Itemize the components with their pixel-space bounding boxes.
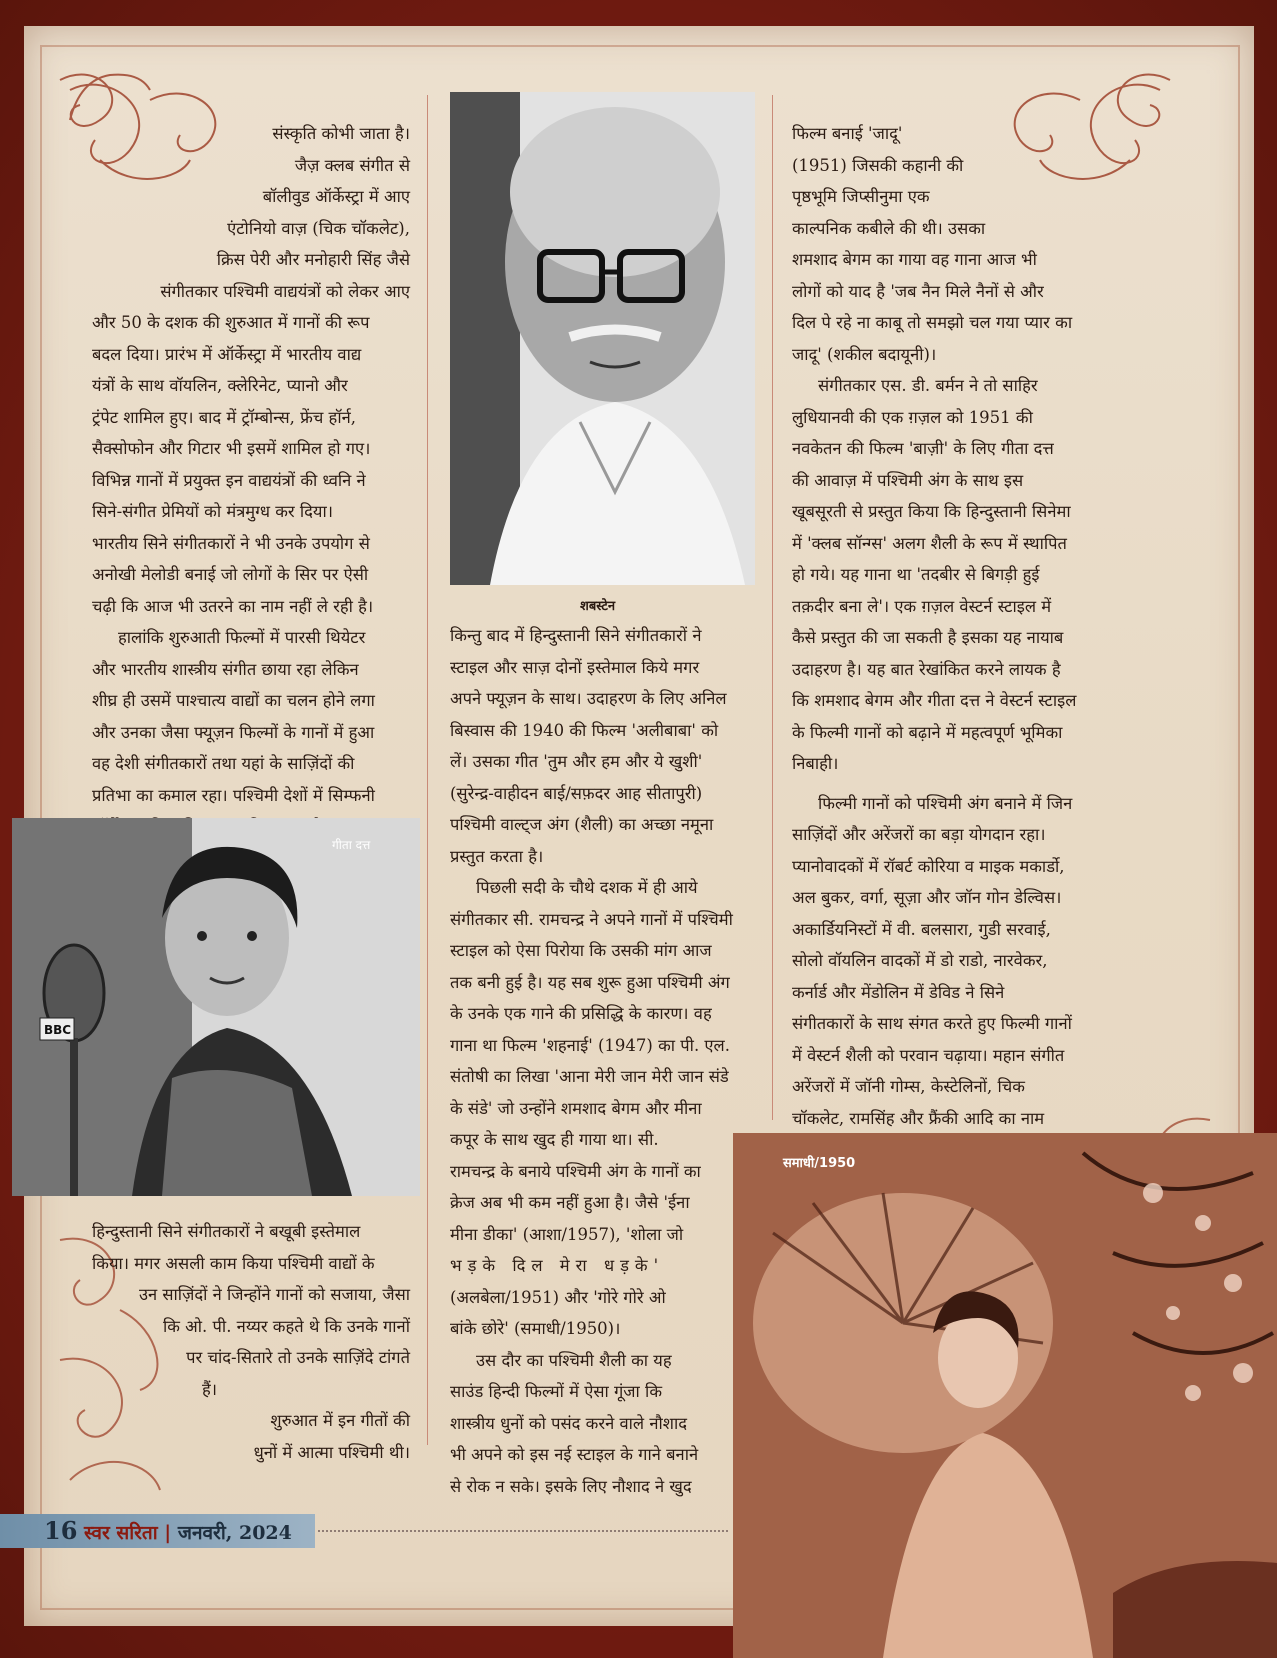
text-line: के संडे' जो उन्होंने शमशाद बेगम और मीना [450,1098,702,1118]
text-line: पृष्ठभूमि जिप्सीनुमा एक [792,187,930,206]
middle-column [450,620,755,1502]
geeta-dutt-portrait-illustration [12,818,420,1196]
shabastain-caption: शबस्टेन [580,599,616,614]
magazine-name: स्वर सरिता [84,1522,158,1544]
samadhi-caption: समाधी/1950 [783,1156,856,1171]
shabastain-photo [450,92,755,585]
text-line: (1951) जिसकी कहानी की [792,155,964,175]
text-line: एंटोनियो वाज़ (चिक चॉकलेट), [227,218,410,238]
text-line: चॉकलेट, रामसिंह और फ्रैंकी आदि का नाम [792,1108,1045,1128]
text-line: धुनों में आत्मा पश्चिमी थी। [253,1442,410,1462]
text-line: काल्पनिक कबीले की थी। उसका [792,218,986,238]
text-line: नवकेतन की फिल्म 'बाज़ी' के लिए गीता दत्त [792,439,1054,458]
samadhi-still-illustration [733,1133,1277,1658]
text-line: सिने-संगीत प्रेमियों को मंत्रमुग्ध कर दिया। [92,502,334,521]
text-line: शीघ्र ही उसमें पाश्चात्य वाद्यों का चलन होने लगा [92,691,375,710]
text-line: लुधियानवी की एक ग़ज़ल को 1951 की [792,407,1033,427]
text-line: अपने फ्यूज़न के साथ। उदाहरण के लिए अनिल [450,689,727,708]
text-line: (सुरेन्द्र-वाहीदन बाई/सफ़दर आह सीतापुरी) [450,783,703,803]
text-line: बांके छोरे' (समाधी/1950)। [450,1319,621,1338]
text-line: स्टाइल को ऐसा पिरोया कि उसकी मांग आज [450,941,712,960]
text-line: किन्तु बाद में हिन्दुस्तानी सिने संगीतकारों ने [450,626,702,645]
text-line: जादू' (शकील बदायूनी)। [792,344,937,364]
text-line: से रोक न सके। इसके लिए नौशाद ने खुद [450,1476,692,1496]
geeta-dutt-photo [12,818,420,1196]
text-line: भारतीय सिने संगीतकारों ने भी उनके उपयोग से [92,533,370,553]
text-line: साज़िंदों और अरेंजरों का बड़ा योगदान रहा। [792,825,1046,844]
text-line: और भारतीय शास्त्रीय संगीत छाया रहा लेकिन [92,659,359,679]
text-line: लें। उसका गीत 'तुम और हम और ये खुशी' [450,752,703,771]
text-line: के उनके एक गाने की प्रसिद्धि के कारण। वह [450,1004,712,1023]
text-line: (अलबेला/1951) और 'गोरे गोरे ओ [450,1287,666,1307]
text-line: तक बनी हुई है। यह सब शुरू हुआ पश्चिमी अंग [450,972,730,992]
shabastain-portrait-illustration [450,92,755,585]
text-line: शास्त्रीय धुनों को पसंद करने वाले नौशाद [450,1413,688,1433]
text-line: अरेंजरों में जॉनी गोम्स, केस्टेलिनों, चिक [792,1077,1025,1096]
text-line: सैक्सोफोन और गिटार भी इसमें शामिल हो गए। [92,439,371,458]
text-line: शुरुआत में इन गीतों की [270,1411,410,1430]
text-line: भड़के दिल मेरा धड़के' [450,1256,665,1275]
text-line: अल बुकर, वर्गा, सूज़ा और जॉन गोन डेल्विस। [792,888,1062,907]
text-line: हो गये। यह गाना था 'तदबीर से बिगड़ी हुई [792,565,1040,584]
text-line: फिल्मी गानों को पश्चिमी अंग बनाने में जिन [818,793,1073,813]
text-line: प्रस्तुत करता है। [450,846,544,866]
text-line: पिछली सदी के चौथे दशक में ही आये [476,878,698,897]
text-line: बदल दिया। प्रारंभ में ऑर्केस्ट्रा में भारतीय वाद्य [92,344,362,364]
text-line: प्यानोवादकों में रॉबर्ट कोरिया व माइक मकार्डो, [792,856,1065,876]
text-line: में वेस्टर्न शैली को परवान चढ़ाया। महान संगीत [792,1045,1065,1065]
column-divider-left [427,95,428,1445]
text-line: उदाहरण है। यह बात रेखांकित करने लायक है [792,659,1061,679]
text-line: संगीतकार एस. डी. बर्मन ने तो साहिर [818,376,1038,395]
text-line: संगीतकारों के साथ संगत करते हुए फिल्मी गानों [792,1014,1072,1033]
text-line: बिस्वास की 1940 की फिल्म 'अलीबाबा' को [450,720,719,740]
text-line: कर्नार्ड और मेंडोलिन में डेविड ने सिने [792,982,1005,1002]
text-line: और 50 के दशक की शुरुआत में गानों की रूप [92,313,370,332]
page-number: 16 [44,1516,78,1545]
text-line: दिल पे रहे ना काबू तो समझो चल गया प्यार का [792,313,1073,332]
text-line: संगीतकार पश्चिमी वाद्ययंत्रों को लेकर आए [160,281,410,301]
text-line: क्रेज अब भी कम नहीं हुआ है। जैसे 'ईना [450,1193,690,1212]
issue-date: जनवरी, 2024 [177,1522,292,1544]
text-line: साउंड हिन्दी फिल्मों में ऐसा गूंजा कि [450,1382,662,1401]
text-line: विभिन्न गानों में प्रयुक्त इन वाद्ययंत्रों की ध्वनि ने [92,470,366,490]
text-line: उस दौर का पश्चिमी शैली का यह [476,1350,672,1370]
text-line: संगीतकार सी. रामचन्द्र ने अपने गानों में पश्चिमी [450,909,733,929]
text-line: खूबसूरती से प्रस्तुत किया कि हिन्दुस्तानी सिनेमा [792,502,1071,521]
text-line: लोगों को याद है 'जब नैन मिले नैनों से और [792,281,1044,301]
text-line: में 'क्लब सॉन्ग्स' अलग शैली के रूप में स्थापित [792,533,1067,553]
text-line: शमशाद बेगम का गाया वह गाना आज भी [792,250,1037,269]
text-line: कपूर के साथ खुद ही गाया था। सी. [450,1130,659,1149]
geeta-dutt-caption: गीता दत्त [332,838,371,852]
text-line: बॉलीवुड ऑर्केस्ट्रा में आए [262,187,410,206]
right-column [792,118,1110,1166]
text-line: कि ओ. पी. नय्यर कहते थे कि उनके गानों [162,1316,410,1336]
text-line: क्रिस पेरी और मनोहारी सिंह जैसे [216,250,410,269]
text-line: कि शमशाद बेगम और गीता दत्त ने वेस्टर्न स्टाइल [792,691,1077,710]
text-line: हिन्दुस्तानी सिने संगीतकारों ने बखूबी इस्तेमाल [92,1222,361,1241]
text-line: भी अपने को इस नई स्टाइल के गाने बनाने [450,1445,699,1464]
text-line: अकार्डियनिस्टों में वी. बलसारा, गुडी सरवाई, [792,919,1051,939]
text-line: यंत्रों के साथ वॉयलिन, क्लेरिनेट, प्यानो और [92,376,348,395]
text-line: हैं। [202,1379,218,1399]
text-line: कैसे प्रस्तुत की जा सकती है इसका यह नायाब [792,628,1064,647]
column-divider-right [772,95,773,1120]
footer [44,1514,292,1548]
text-line: निबाही। [792,754,839,773]
footer-dotted-rule [318,1530,728,1532]
text-line: पर चांद-सितारे तो उनके साज़िंदे टांगते [186,1348,410,1367]
text-line: सोलो वॉयलिन वादकों में डो राडो, नारवेकर, [792,951,1048,970]
left-column-top [92,118,410,843]
text-line: और उनका जैसा फ्यूज़न फिल्मों के गानों में हुआ [92,722,375,742]
text-line: उन साज़िंदों ने जिन्होंने गानों को सजाया, जैसा [138,1285,410,1304]
text-line: गाना था फिल्म 'शहनाई' (1947) का पी. एल. [450,1035,730,1055]
text-line: चढ़ी कि आज भी उतरने का नाम नहीं ले रही है। [92,596,374,616]
text-line: वह देशी संगीतकारों तथा यहां के साज़िंदों की [92,754,355,773]
text-line: किया। मगर असली काम किया पश्चिमी वाद्यों के [92,1253,375,1273]
text-line: अनोखी मेलोडी बनाई जो लोगों के सिर पर ऐसी [92,565,369,584]
text-line: की आवाज़ में पश्चिमी अंग के साथ इस [792,470,1024,490]
text-line: रामचन्द्र के बनाये पश्चिमी अंग के गानों का [450,1161,701,1181]
text-line: संतोषी का लिखा 'आना मेरी जान मेरी जान संडे [450,1067,729,1086]
footer-separator: | [164,1522,172,1544]
text-line: जैज़ क्लब संगीत से [294,155,410,175]
bbc-mic-logo: BBC [44,1023,72,1037]
text-line: स्टाइल और साज़ दोनों इस्तेमाल किये मगर [450,657,700,677]
text-line: पश्चिमी वाल्ट्ज अंग (शैली) का अच्छा नमूना [450,815,714,834]
text-line: प्रतिभा का कमाल रहा। पश्चिमी देशों में सिम्फनी [92,785,375,805]
samadhi-photo [733,1133,1277,1658]
text-line: ट्रंपेट शामिल हुए। बाद में ट्रॉम्बोन्स, फ्रेंच हॉर्न, [92,407,356,427]
text-line: फिल्म बनाई 'जादू' [792,124,903,143]
text-line: के फिल्मी गानों को बढ़ाने में महत्वपूर्ण भूमिका [792,722,1063,742]
text-line: हालांकि शुरुआती फिल्मों में पारसी थियेटर [118,628,366,647]
left-column-bottom [92,1216,410,1468]
text-line: संस्कृति कोभी जाता है। [272,124,410,143]
text-line: मीना डीका' (आशा/1957), 'शोला जो [450,1224,684,1244]
text-line: तक़दीर बना ले'। एक ग़ज़ल वेस्टर्न स्टाइल में [792,596,1052,616]
